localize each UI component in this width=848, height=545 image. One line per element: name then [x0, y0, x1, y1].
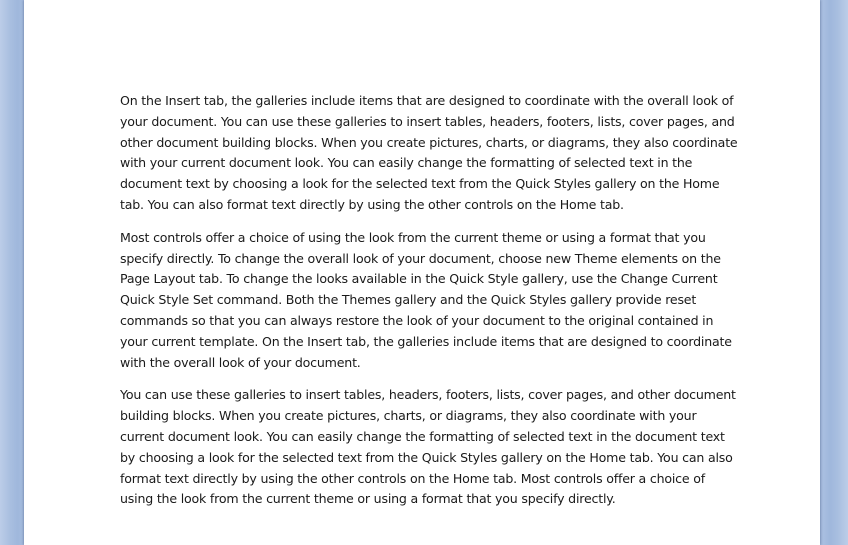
document-page[interactable] [24, 0, 820, 545]
paragraph-1[interactable] [120, 91, 738, 216]
text-line: current document look. You can easily change the formatting of selected text in the document text [120, 428, 725, 444]
text-line: with the overall look of your document. [120, 354, 361, 370]
text-line: other document building blocks. When you create pictures, charts, or diagrams, they also coordinate [120, 134, 738, 150]
paragraph-2[interactable] [120, 228, 732, 374]
text-line: your document. You can use these galleries to insert tables, headers, footers, lists, cover pages, and [120, 113, 735, 129]
text-line: Page Layout tab. To change the looks available in the Quick Style gallery, use the Change Current [120, 271, 718, 287]
paragraph-3[interactable] [120, 385, 736, 510]
text-line: specify directly. To change the overall look of your document, choose new Theme elements on the [120, 250, 721, 266]
text-line: document text by choosing a look for the selected text from the Quick Styles gallery on the Home [120, 176, 720, 192]
text-line: with your current document look. You can easily change the formatting of selected text in the [120, 155, 693, 171]
text-line: by choosing a look for the selected text from the Quick Styles gallery on the Home tab. You can also [120, 449, 733, 465]
document-body[interactable] [120, 91, 738, 522]
text-line: Quick Style Set command. Both the Themes gallery and the Quick Styles gallery provide reset [120, 292, 697, 308]
text-line: format text directly by using the other controls on the Home tab. Most controls offer a choice of [120, 470, 706, 486]
text-line: Most controls offer a choice of using the look from the current theme or using a format that you [120, 229, 706, 245]
text-line: your current template. On the Insert tab, the galleries include items that are designed to coordinate [120, 333, 732, 349]
text-line: commands so that you can always restore the look of your document to the original contained in [120, 312, 714, 328]
text-line: building blocks. When you create pictures, charts, or diagrams, they also coordinate with your [120, 408, 697, 424]
text-line: You can use these galleries to insert tables, headers, footers, lists, cover pages, and other document [120, 387, 736, 403]
text-line: tab. You can also format text directly by using the other controls on the Home tab. [120, 196, 624, 212]
text-line: using the look from the current theme or using a format that you specify directly. [120, 491, 616, 507]
text-line: On the Insert tab, the galleries include items that are designed to coordinate with the overall look of [120, 93, 734, 108]
